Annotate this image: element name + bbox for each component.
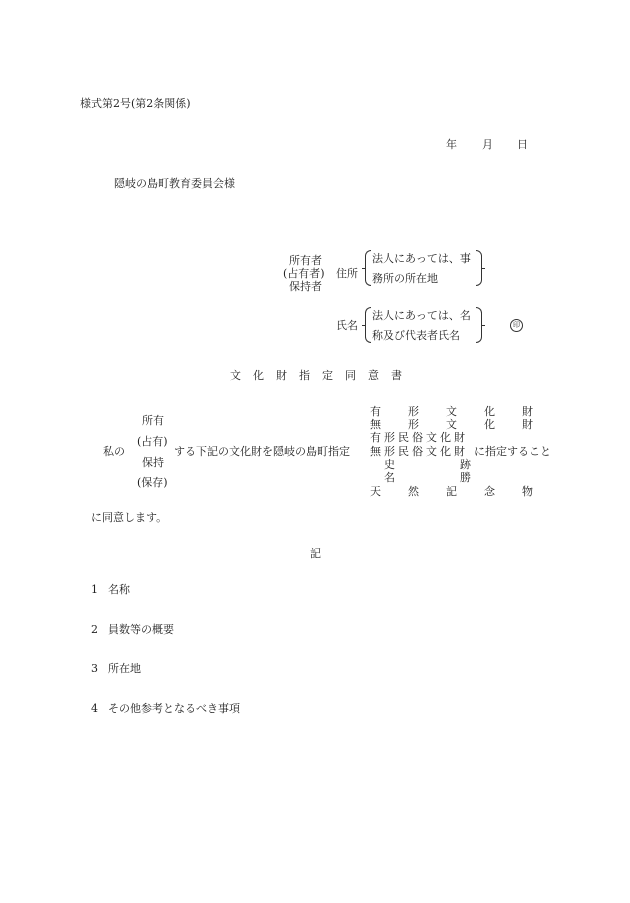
body-suffix: に指定すること — [474, 445, 551, 458]
option-preservation: (保存) — [137, 476, 168, 489]
addressee: 隠岐の島町教育委員会様 — [114, 177, 235, 190]
item-number: 2 — [91, 623, 98, 636]
item-label: 員数等の概要 — [108, 623, 174, 636]
item-label: 名称 — [108, 583, 130, 596]
seal-icon: 印 — [510, 319, 523, 332]
body-middle: する下記の文化財を隠岐の島町指定 — [174, 445, 350, 458]
option-occupancy: (占有) — [137, 435, 168, 448]
type-natural-monument: 天 然 記 念 物 — [370, 485, 541, 498]
address-label: 住所 — [336, 267, 358, 280]
address-note-line1: 法人にあっては、事 — [372, 252, 471, 265]
role-owner: 所有者 — [289, 254, 322, 267]
right-brace-icon — [476, 307, 482, 343]
body-prefix: 私の — [103, 445, 125, 458]
type-tangible-folk: 有形民俗文化財 — [370, 431, 468, 444]
role-holder: 保持者 — [289, 280, 322, 293]
option-holding: 保持 — [142, 456, 164, 469]
date-day-label: 日 — [517, 138, 528, 151]
type-scenic-beauty: 名 勝 — [384, 471, 479, 484]
body-closing: に同意します。 — [91, 511, 168, 524]
address-note-line2: 務所の所在地 — [372, 272, 438, 285]
date-month-label: 月 — [482, 138, 493, 151]
left-brace-icon — [365, 307, 371, 343]
item-number: 3 — [91, 662, 98, 675]
form-number: 様式第2号(第2条関係) — [80, 97, 191, 110]
item-number: 4 — [91, 702, 98, 715]
item-label: その他参考となるべき事項 — [108, 702, 240, 715]
name-note-line2: 称及び代表者氏名 — [372, 329, 460, 342]
type-intangible-folk: 無形民俗文化財 — [370, 445, 468, 458]
record-heading: 記 — [310, 547, 321, 560]
left-brace-icon — [365, 250, 371, 286]
type-intangible: 無 形 文 化 財 — [370, 418, 541, 431]
item-number: 1 — [91, 583, 98, 596]
type-historic-site: 史 跡 — [384, 458, 479, 471]
name-note-line1: 法人にあっては、名 — [372, 309, 471, 322]
item-label: 所在地 — [108, 662, 141, 675]
document-title: 文化財指定同意書 — [230, 369, 414, 382]
role-occupant: (占有者) — [283, 267, 325, 280]
option-ownership: 所有 — [142, 414, 164, 427]
date-year-label: 年 — [446, 138, 457, 151]
right-brace-icon — [476, 250, 482, 286]
name-label: 氏名 — [336, 319, 358, 332]
type-tangible: 有 形 文 化 財 — [370, 405, 541, 418]
